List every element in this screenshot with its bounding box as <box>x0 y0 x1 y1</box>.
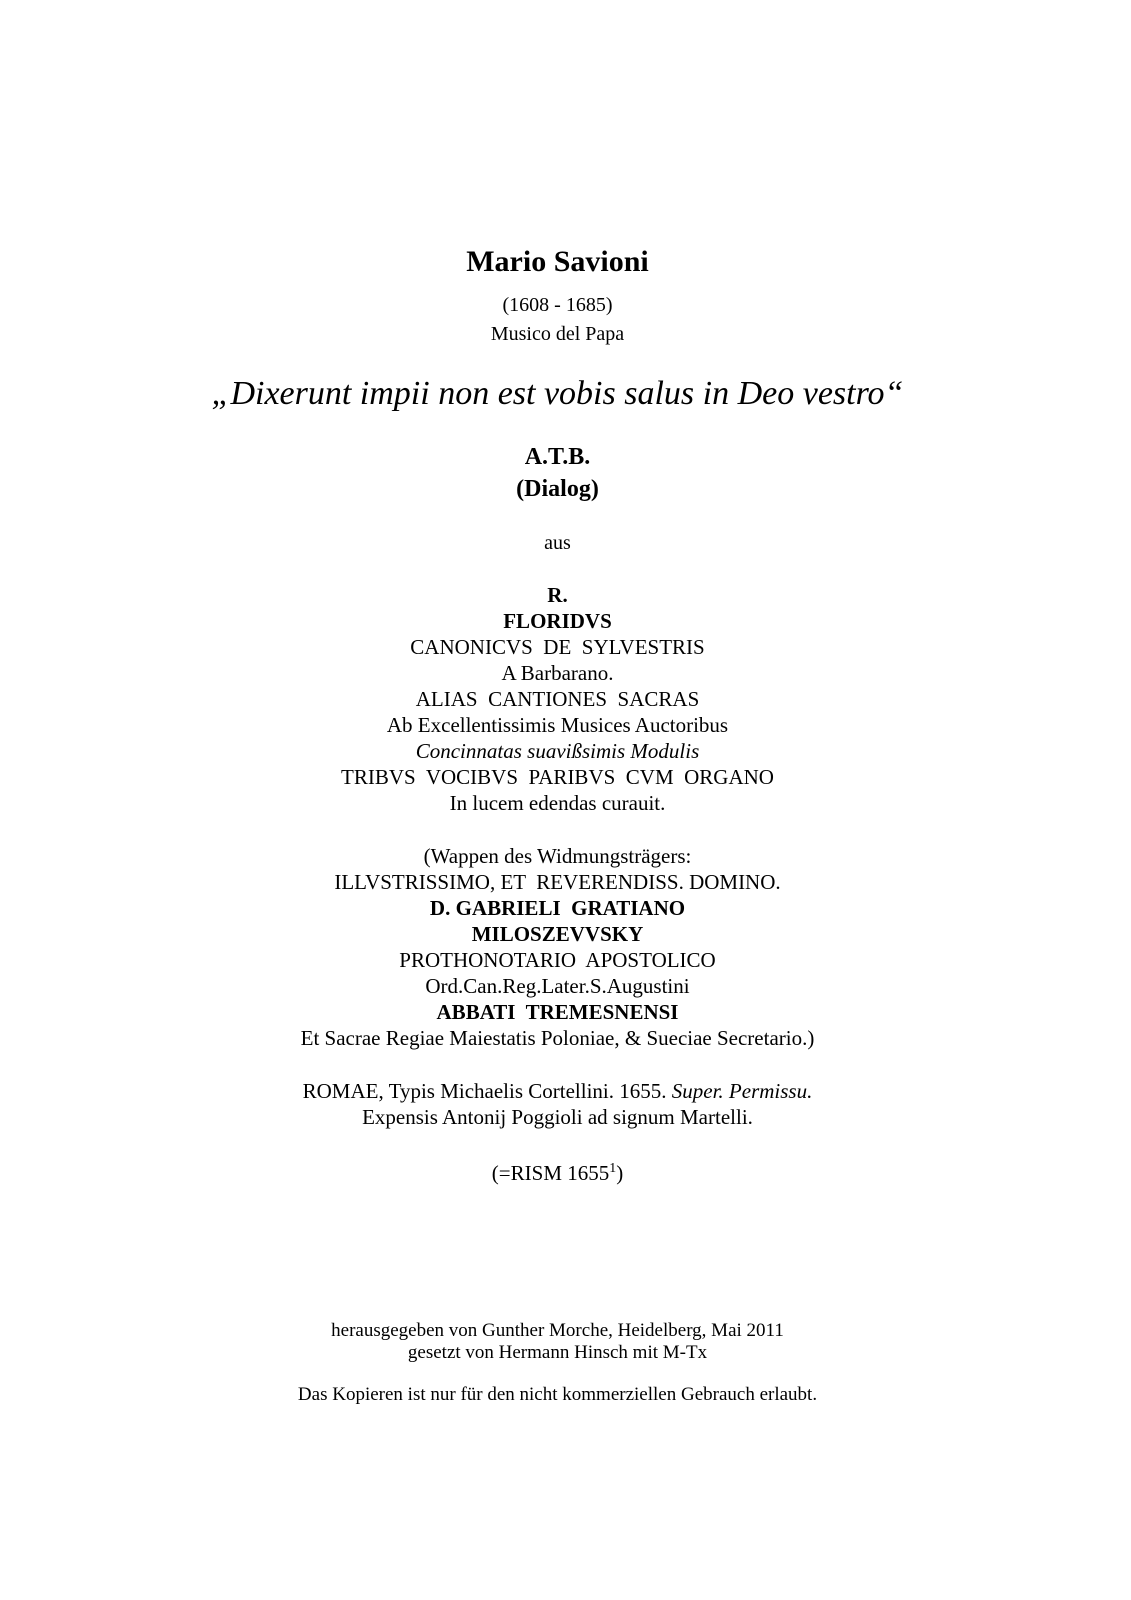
dedication-line-gabrieli: D. GABRIELI GRATIANO <box>429 896 686 920</box>
work-title-quote: „Dixerunt impii non est vobis salus in Deo vestro“ <box>211 375 904 412</box>
dedication-block <box>0 843 1123 1051</box>
from-label: aus <box>544 532 571 554</box>
rism-suffix: ) <box>616 1161 624 1185</box>
source-line-r: R. <box>547 583 568 607</box>
dedication-line-illustrissimo: ILLVSTRISSIMO, ET REVERENDISS. DOMINO. <box>334 870 781 894</box>
dedication-line-prothonotario: PROTHONOTARIO APOSTOLICO <box>399 948 716 972</box>
composer-subtitle <box>0 291 1123 349</box>
composer-name: Mario Savioni <box>466 245 649 278</box>
rism-reference <box>0 1160 1123 1186</box>
composer-dates: (1608 - 1685) <box>502 294 613 316</box>
dedication-line-etsacrae: Et Sacrae Regiae Maiestatis Poloniae, & Sueciae Secretario.) <box>300 1026 815 1050</box>
source-line-floridus: FLORIDVS <box>503 609 612 633</box>
imprint-permissu-text: Super. Permissu. <box>671 1079 813 1103</box>
imprint-romae-text: ROMAE, Typis Michaelis Cortellini. 1655. <box>302 1079 672 1103</box>
dedication-line-abbati: ABBATI TREMESNENSI <box>436 1000 679 1024</box>
source-title-block <box>0 582 1123 816</box>
dedication-line-miloszevvsky: MILOSZEVVSKY <box>471 922 644 946</box>
scoring-block <box>0 441 1123 505</box>
composer-role: Musico del Papa <box>490 323 625 345</box>
dedication-line-ord: Ord.Can.Reg.Later.S.Augustini <box>425 974 690 998</box>
imprint-block <box>0 1078 1123 1130</box>
colophon-typesetter-line: gesetzt von Hermann Hinsch mit M-Tx <box>407 1342 708 1363</box>
source-line-barbarano: A Barbarano. <box>501 661 614 685</box>
rism-superscript: 1 <box>609 1160 617 1175</box>
source-line-tribus: TRIBVS VOCIBVS PARIBVS CVM ORGANO <box>341 765 774 789</box>
voices-label: A.T.B. <box>524 444 591 470</box>
imprint-line-2: Expensis Antonij Poggioli ad signum Martelli. <box>362 1105 753 1129</box>
source-line-ab: Ab Excellentissimis Musices Auctoribus <box>386 713 729 737</box>
rism-prefix: (=RISM 1655 <box>491 1161 610 1185</box>
dedication-line-wappen: (Wappen des Widmungsträgers: <box>423 844 692 868</box>
colophon-editor-line: herausgegeben von Gunther Morche, Heidelberg, Mai 2011 <box>331 1320 784 1341</box>
colophon-block <box>0 1320 1123 1364</box>
dialog-label: (Dialog) <box>516 476 599 502</box>
imprint-line-1 <box>0 1078 1123 1104</box>
source-line-concinnatas: Concinnatas suavißsimis Modulis <box>415 739 700 763</box>
copy-notice: Das Kopieren ist nur für den nicht kommerziellen Gebrauch erlaubt. <box>297 1384 818 1405</box>
source-line-alias: ALIAS CANTIONES SACRAS <box>415 687 700 711</box>
source-line-inlucem: In lucem edendas curauit. <box>449 791 666 815</box>
source-line-canonicus: CANONICVS DE SYLVESTRIS <box>410 635 705 659</box>
